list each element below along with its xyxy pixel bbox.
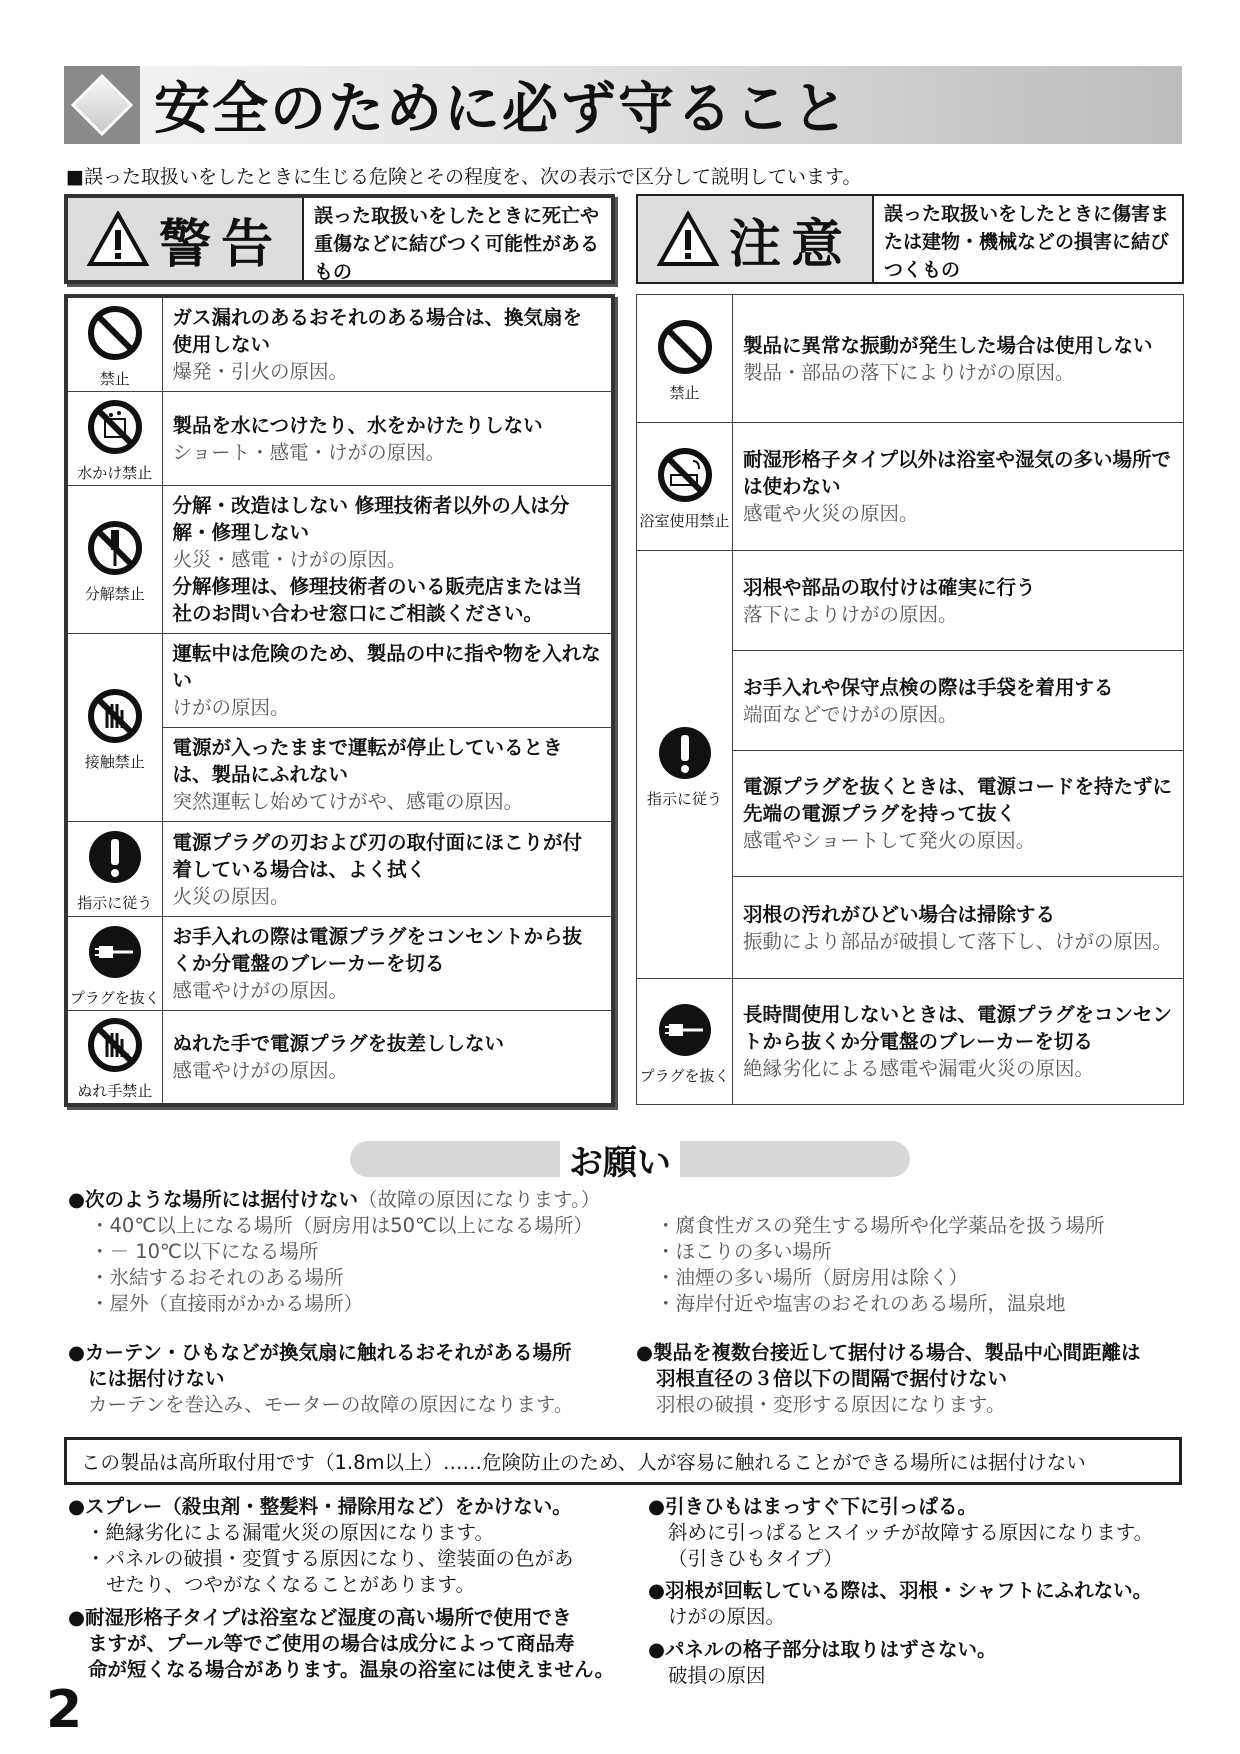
warning-text: ぬれた手で電源プラグを抜差ししない xyxy=(172,1031,505,1055)
warning-text: ガス漏れのあるおそれのある場合は、換気扇を使用しない xyxy=(172,306,583,356)
warning-text: 運転中は危険のため、製品の中に指や物を入れない xyxy=(172,642,601,692)
note-line: 破損の原因 xyxy=(668,1664,766,1687)
list-item: ・屋外（直接雨がかかる場所） xyxy=(90,1292,364,1315)
note-line: （引きひもタイプ） xyxy=(668,1547,843,1570)
table-row xyxy=(66,392,613,486)
caution-text: 羽根の汚れがひどい場合は掃除する xyxy=(743,902,1056,926)
note-line: ・パネルの破損・変質する原因になり、塗装面の色があ xyxy=(86,1547,574,1570)
curtain-note xyxy=(68,1340,573,1418)
icon-caption: 禁止 xyxy=(669,383,700,402)
icon-caption: プラグを抜く xyxy=(69,988,160,1007)
list-item: ・海岸付近や塩害のおそれのある場所，温泉地 xyxy=(656,1292,1066,1315)
table-row xyxy=(66,1011,613,1105)
warning-text: お手入れの際は電源プラグをコンセントから抜くか分電盤のブレーカーを切る xyxy=(172,925,583,975)
table-row xyxy=(637,979,1184,1105)
note-line: ●羽根が回転している際は、羽根・シャフトにふれない。 xyxy=(648,1579,1153,1602)
icon-caption: 指示に従う xyxy=(646,789,722,808)
caution-reason: 製品・部品の落下によりけがの原因。 xyxy=(743,360,1075,384)
warning-reason: 火災の原因。 xyxy=(172,884,290,908)
mandatory-icon xyxy=(657,725,713,781)
caution-triangle-icon xyxy=(657,211,719,267)
install-locations-left xyxy=(68,1187,600,1317)
diamond-icon xyxy=(64,66,140,144)
warning-text: 電源プラグの刃および刃の取付面にほこりが付着している場合は、よく拭く xyxy=(172,830,583,881)
caution-text: 電源プラグを抜くときは、電源コードを持たずに先端の電源プラグを持って抜く xyxy=(743,775,1173,825)
page-number: 2 xyxy=(46,1680,83,1740)
icon-caption: 禁止 xyxy=(99,369,130,388)
spray-note xyxy=(68,1494,574,1598)
note-line: ・絶縁劣化による漏電火災の原因になります。 xyxy=(86,1521,494,1544)
list-item: ・氷結するおそれのある場所 xyxy=(90,1266,344,1289)
caution-desc: 誤った取扱いをしたときに傷害または建物・機械などの損害に結びつくもの xyxy=(884,203,1170,281)
note-line: けがの原因。 xyxy=(668,1605,786,1628)
warning-text: 分解修理は、修理技術者のいる販売店または当社のお問い合わせ窓口にご相談ください。 xyxy=(172,575,583,625)
icon-caption: 水かけ禁止 xyxy=(77,463,153,482)
no-bathroom-icon xyxy=(657,447,713,503)
note-line: ますが、プール等でご使用の場合は成分によって商品寿 xyxy=(88,1632,575,1655)
caution-reason: 絶縁劣化による感電や漏電火災の原因。 xyxy=(743,1057,1095,1080)
note-line: せたり、つやがなくなることがあります。 xyxy=(106,1573,475,1596)
icon-caption: 接触禁止 xyxy=(84,752,145,771)
list-item: ・－ 10℃以下になる場所 xyxy=(90,1240,319,1263)
note-line: ●カーテン・ひもなどが換気扇に触れるおそれがある場所 xyxy=(68,1341,572,1364)
warning-text: 分解・改造はしない 修理技術者以外の人は分解・修理しない xyxy=(172,494,570,544)
high-mount-notice: この製品は高所取付用です（1.8m以上）……危険防止のため、人が容易に触れることができる場所には据付けない xyxy=(64,1437,1182,1485)
note-line: 命が短くなる場合があります。温泉の浴室には使えません。 xyxy=(88,1658,615,1681)
warning-text: 製品を水につけたり、水をかけたりしない xyxy=(172,413,543,437)
note-line: ●耐湿形格子タイプは浴室など湿度の高い場所で使用でき xyxy=(68,1606,572,1629)
icon-caption: ぬれ手禁止 xyxy=(77,1081,153,1100)
lead-note: （故障の原因になります。） xyxy=(358,1188,601,1211)
warning-reason: けがの原因。 xyxy=(172,696,290,719)
list-item: ・腐食性ガスの発生する場所や化学薬品を扱う場所 xyxy=(656,1214,1105,1237)
no-water-icon xyxy=(87,399,143,455)
table-row xyxy=(637,295,1184,423)
caution-text: 長時間使用しないときは、電源プラグをコンセントから抜くか分電盤のブレーカーを切る xyxy=(743,1003,1173,1053)
warning-reason: 突然運転し始めてけがや、感電の原因。 xyxy=(172,790,524,813)
warning-reason: 感電やけがの原因。 xyxy=(172,979,349,1002)
table-row xyxy=(66,822,613,917)
warning-text: 電源が入ったままで運転が停止しているときは、製品にふれない xyxy=(172,736,563,786)
table-row xyxy=(66,486,613,634)
caution-label: 注意 xyxy=(728,214,853,275)
no-disassembly-icon xyxy=(87,520,143,576)
note-line: ●引きひもはまっすぐ下に引っぱる。 xyxy=(648,1495,978,1518)
table-row xyxy=(637,423,1184,551)
caution-text: お手入れや保守点検の際は手袋を着用する xyxy=(743,675,1114,699)
prohibited-icon xyxy=(87,305,143,361)
table-row xyxy=(66,634,613,728)
icon-caption: プラグを抜く xyxy=(639,1066,730,1085)
note-line: 斜めに引っぱるとスイッチが故障する原因になります。 xyxy=(668,1521,1154,1544)
caution-reason: 感電や火災の原因。 xyxy=(743,502,919,525)
icon-caption: 浴室使用禁止 xyxy=(639,511,730,530)
note-line: ●スプレー（殺虫剤・整髪料・掃除用など）をかけない。 xyxy=(68,1495,572,1518)
panel-note xyxy=(648,1637,997,1689)
warning-triangle-icon xyxy=(87,211,149,267)
caution-table xyxy=(636,294,1184,1105)
note-line: には据付けない xyxy=(88,1367,225,1390)
table-row xyxy=(66,917,613,1011)
icon-caption: 分解禁止 xyxy=(84,584,145,603)
title-bar xyxy=(64,66,1182,144)
mandatory-icon xyxy=(87,829,143,885)
intro-text: ■誤った取扱いをしたときに生じる危険とその程度を、次の表示で区分して説明しています。 xyxy=(66,166,862,188)
caution-text: 羽根や部品の取付けは確実に行う xyxy=(743,575,1036,599)
icon-caption: 指示に従う xyxy=(77,894,153,912)
caution-reason: 感電やショートして発火の原因。 xyxy=(743,829,1036,852)
no-wet-hands-icon xyxy=(87,1017,143,1073)
unplug-icon xyxy=(87,924,143,980)
caution-header xyxy=(636,194,1184,284)
list-item: ・油煙の多い場所（厨房用は除く） xyxy=(656,1266,969,1289)
blade-note xyxy=(648,1578,1152,1630)
multiple-units-note xyxy=(636,1340,1141,1418)
warning-reason: ショート・感電・けがの原因。 xyxy=(172,440,446,464)
table-row xyxy=(637,551,1184,651)
page-title: 安全のために必ず守ること xyxy=(154,77,850,142)
caution-reason: 振動により部品が破損して落下し、けがの原因。 xyxy=(743,929,1173,953)
warning-label: 警告 xyxy=(158,214,283,275)
onegai-title: お願い xyxy=(560,1135,680,1184)
list-item: ・40℃以上になる場所（厨房用は50℃以上になる場所） xyxy=(90,1214,593,1237)
caution-reason: 端面などでけがの原因。 xyxy=(743,702,958,726)
table-row xyxy=(66,296,613,392)
warning-reason: 火災・感電・けがの原因。 xyxy=(172,548,407,571)
caution-text: 耐湿形格子タイプ以外は浴室や湿気の多い場所では使わない xyxy=(743,448,1172,498)
install-locations-right xyxy=(656,1213,1105,1317)
note-line: ●パネルの格子部分は取りはずさない。 xyxy=(648,1638,997,1661)
prohibited-icon xyxy=(657,319,713,375)
note-line: カーテンを巻込み、モーターの故障の原因になります。 xyxy=(88,1393,574,1416)
list-item: ・ほこりの多い場所 xyxy=(656,1240,832,1263)
note-line: 羽根直径の３倍以下の間隔で据付けない xyxy=(656,1367,1008,1390)
unplug-icon xyxy=(657,1002,713,1058)
warning-reason: 爆発・引火の原因。 xyxy=(172,360,349,383)
caution-reason: 落下によりけがの原因。 xyxy=(743,602,958,626)
note-line: ●製品を複数台接近して据付ける場合、製品中心間距離は xyxy=(636,1341,1141,1364)
warning-reason: 感電やけがの原因。 xyxy=(172,1058,349,1082)
note-line: 羽根の破損・変形する原因になります。 xyxy=(656,1393,1006,1416)
pull-cord-note xyxy=(648,1494,1153,1572)
lead-text: ●次のような場所には据付けない xyxy=(68,1188,359,1211)
caution-text: 製品に異常な振動が発生した場合は使用しない xyxy=(743,333,1153,357)
no-touch-icon xyxy=(87,688,143,744)
warning-desc: 誤った取扱いをしたときに死亡や重傷などに結びつく可能性があるもの xyxy=(314,205,600,283)
warning-table xyxy=(64,294,615,1107)
bathroom-note xyxy=(68,1605,614,1683)
warning-header xyxy=(64,194,615,284)
